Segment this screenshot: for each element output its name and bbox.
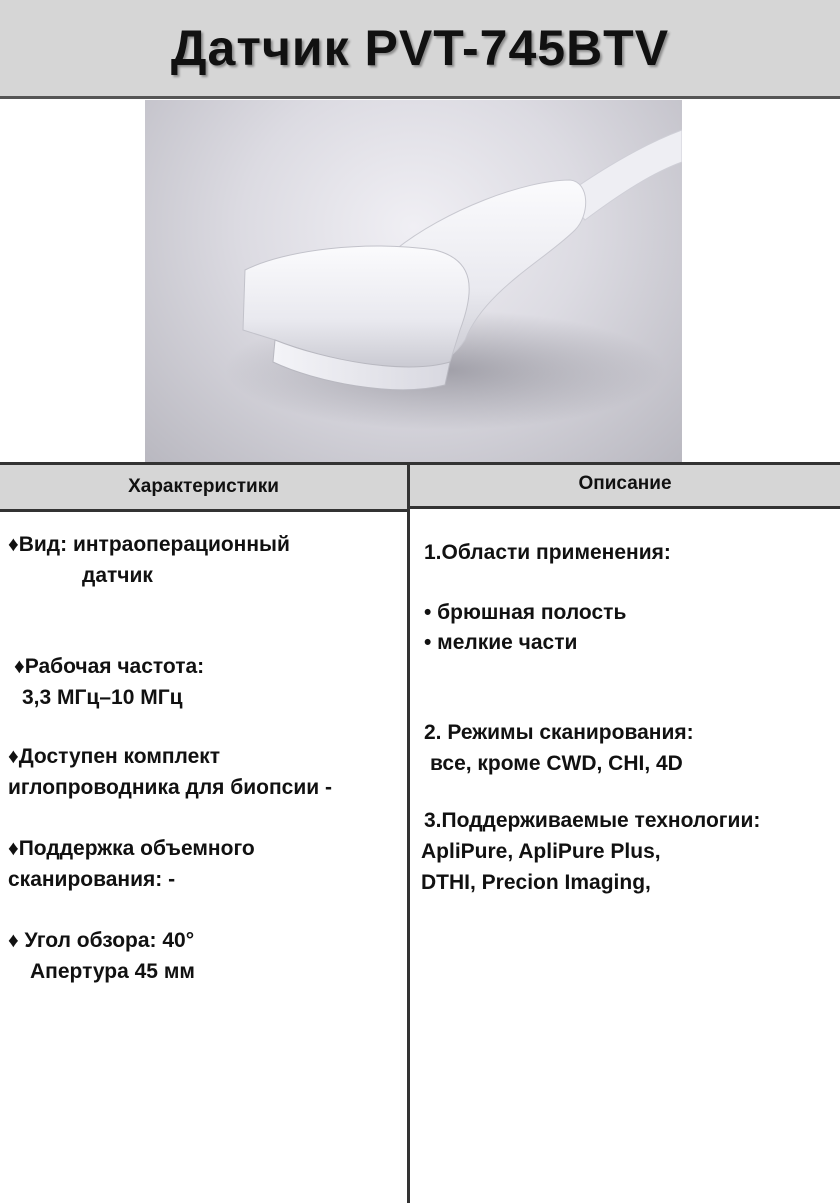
desc-areas-title: 1.Области применения: (424, 541, 671, 564)
spec-frequency: ♦Рабочая частота: 3,3 МГц–10 МГц (14, 655, 205, 709)
desc-tech-line: ApliPure, ApliPure Plus, (421, 840, 661, 863)
header-description: Описание (410, 465, 840, 509)
desc-area-item: • мелкие части (424, 631, 578, 654)
ultrasound-probe-icon (145, 100, 682, 462)
header-characteristics: Характеристики (0, 465, 407, 512)
page-title: Датчик PVT-745BTV (170, 20, 670, 76)
desc-tech-title: 3.Поддерживаемые технологии: (424, 809, 761, 832)
spec-angle: ♦ Угол обзора: 40° Апертура 45 мм (8, 929, 195, 983)
desc-modes-value: все, кроме CWD, CHI, 4D (430, 752, 683, 775)
desc-modes-title: 2. Режимы сканирования: (424, 721, 694, 744)
spec-volume: ♦Поддержка объемного сканирования: - (8, 837, 255, 891)
desc-tech-line: DTHI, Precion Imaging, (421, 871, 651, 894)
spec-biopsy: ♦Доступен комплект иглопроводника для биопсии - (8, 745, 332, 799)
desc-area-item: • брюшная полость (424, 601, 627, 624)
spec-type: ♦Вид: интраоперационный датчик (8, 533, 290, 587)
title-bar (0, 0, 840, 99)
product-photo (145, 100, 682, 462)
spec-table (0, 462, 840, 1203)
column-divider (407, 465, 410, 1203)
